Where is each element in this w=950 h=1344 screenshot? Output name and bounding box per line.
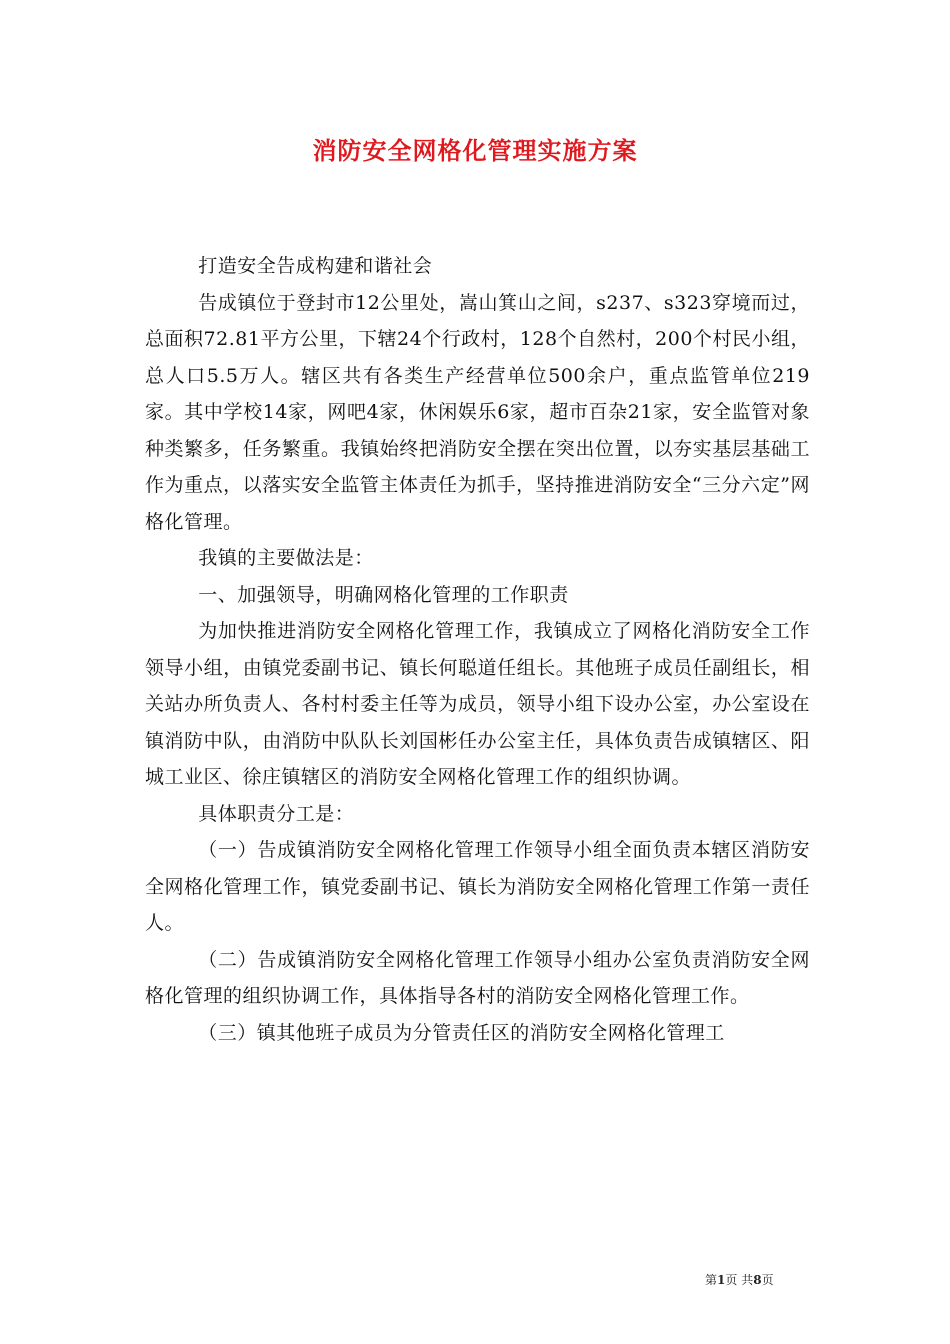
paragraph: 告成镇位于登封市12公里处，嵩山箕山之间，s237、s323穿境而过，总面积72.81平方公里，下辖24个行政村，128个自然村，200个村民小组，总人口5.5万人。辖区共有各类生产经营单位500余户，重点监管单位219家。其中学校14家，网吧4家，休闲娱乐6家，超市百杂21家，安全监管对象种类繁多，任务繁重。我镇始终把消防安全摆在突出位置，以夯实基层基础工作为重点，以落实安全监管主体责任为抓手，坚持推进消防安全“三分六定”网格化管理。 xyxy=(145,291,810,533)
section-heading: 一、加强领导，明确网格化管理的工作职责 xyxy=(198,583,569,606)
document-title: 消防安全网格化管理实施方案 xyxy=(312,136,638,165)
document-body xyxy=(145,248,810,1051)
paragraph: 具体职责分工是： xyxy=(198,802,355,825)
footer-middle: 页 共 xyxy=(725,1273,754,1287)
list-item: （二）告成镇消防安全网格化管理工作领导小组办公室负责消防安全网格化管理的组织协调工作，具体指导各村的消防安全网格化管理工作。 xyxy=(145,948,810,1007)
paragraph: 打造安全告成构建和谐社会 xyxy=(198,255,433,277)
list-item: （一）告成镇消防安全网格化管理工作领导小组全面负责本辖区消防安全网格化管理工作，镇党委副书记、镇长为消防安全网格化管理工作第一责任人。 xyxy=(145,839,810,934)
paragraph: 我镇的主要做法是： xyxy=(198,547,374,569)
footer-total-pages: 8 xyxy=(753,1273,762,1287)
paragraph: 为加快推进消防安全网格化管理工作，我镇成立了网格化消防安全工作领导小组，由镇党委副书记、镇长何聪道任组长。其他班子成员任副组长，相关站办所负责人、各村村委主任等为成员，领导小组下设办公室，办公室设在镇消防中队，由消防中队队长刘国彬任办公室主任，具体负责告成镇辖区、阳城工业区、徐庄镇辖区的消防安全网格化管理工作的组织协调。 xyxy=(145,620,810,788)
footer-prefix: 第 xyxy=(705,1273,718,1287)
footer-current-page: 1 xyxy=(717,1273,726,1287)
page-number-footer xyxy=(705,1271,825,1288)
list-item: （三）镇其他班子成员为分管责任区的消防安全网格化管理工 xyxy=(198,1021,725,1044)
footer-suffix: 页 xyxy=(761,1273,774,1287)
